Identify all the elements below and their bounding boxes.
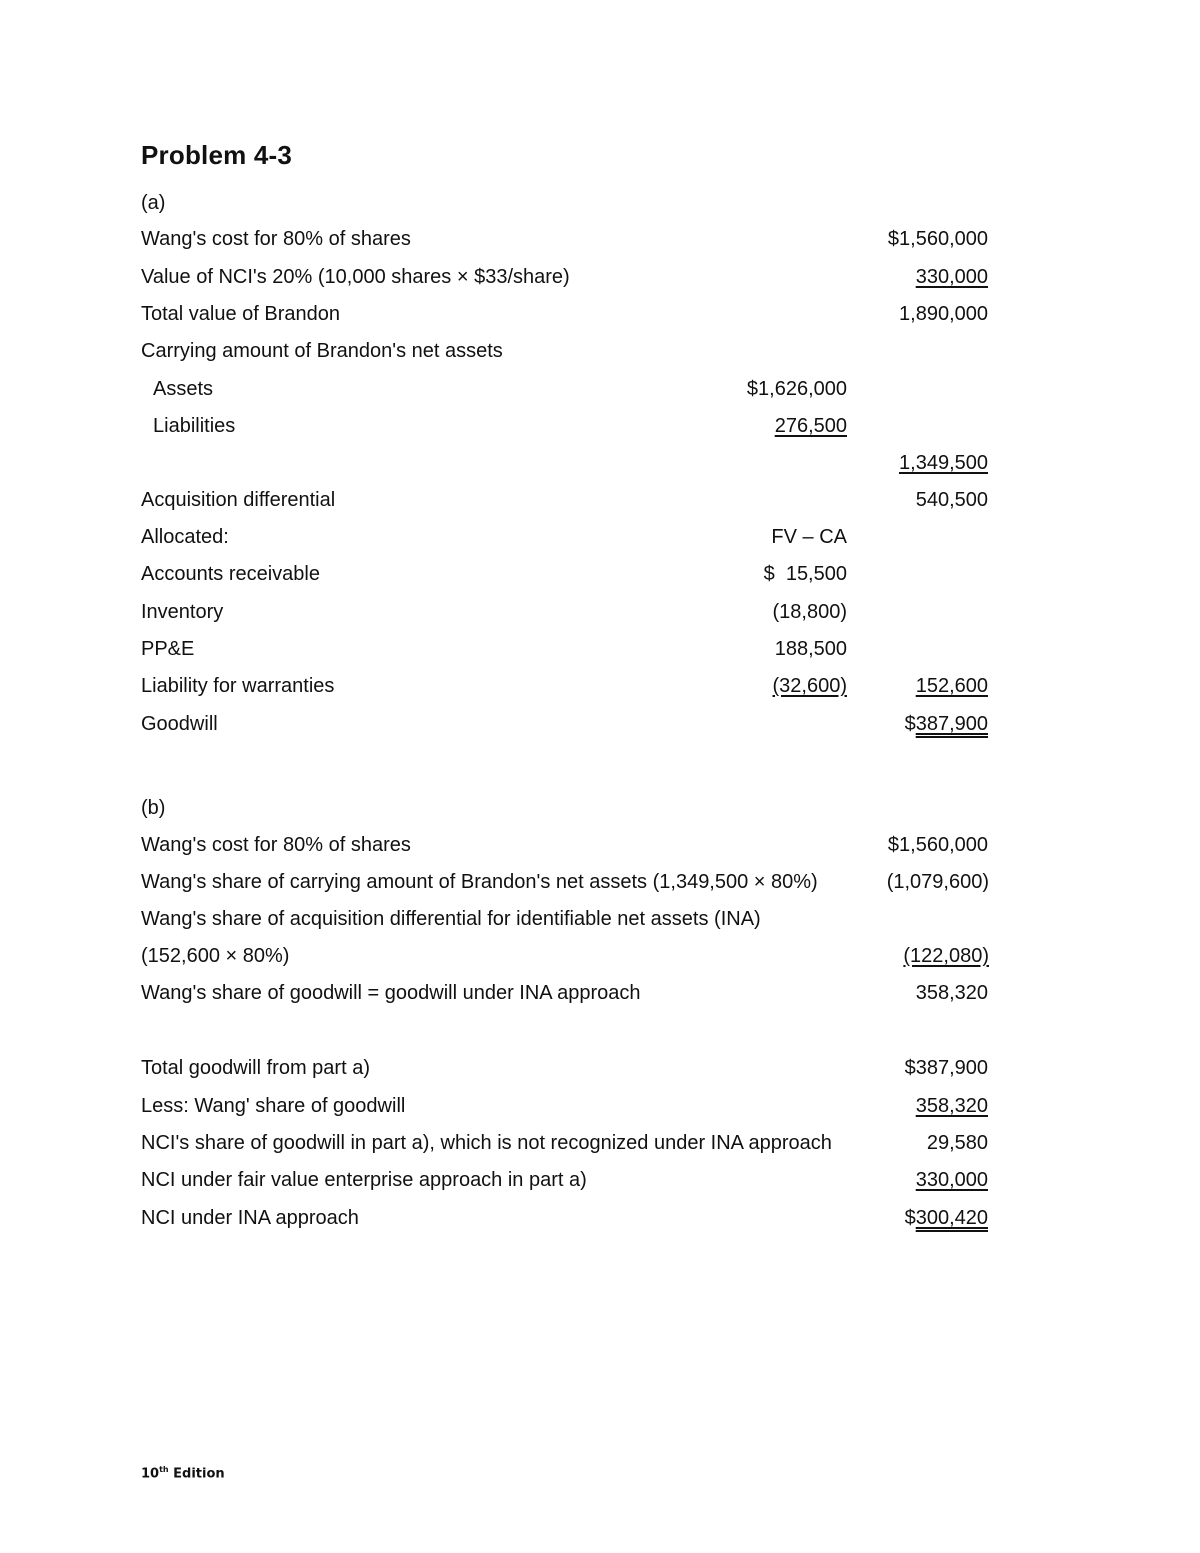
row-b-acq-calc xyxy=(141,941,1001,971)
alloc-total: 152,600 xyxy=(915,675,988,697)
part-b-heading xyxy=(141,793,1001,823)
row-carrying xyxy=(141,336,1001,366)
row-b-nci-fv xyxy=(141,1165,1001,1195)
row-ar xyxy=(141,559,1001,589)
row-b-nci-goodwill xyxy=(141,1128,1001,1158)
b-goodwill-share-label: Wang's share of goodwill = goodwill under INA approach xyxy=(141,982,641,1004)
part-b-label: (b) xyxy=(141,797,166,819)
row-liabilities xyxy=(141,411,1001,441)
carrying-label: Carrying amount of Brandon's net assets xyxy=(141,340,503,362)
row-net-assets xyxy=(141,448,1001,478)
allocated-label: Allocated: xyxy=(141,526,229,548)
b-carrying-share-label: Wang's share of carrying amount of Brandon's net assets (1,349,500 × 80%) xyxy=(141,871,818,893)
nci-label: Value of NCI's 20% (10,000 shares × $33/share) xyxy=(141,266,570,288)
row-ppe xyxy=(141,634,1001,664)
row-b-goodwill-share xyxy=(141,978,1001,1008)
row-warranties xyxy=(141,671,1001,701)
edition-suffix: th xyxy=(159,1465,169,1474)
row-acq xyxy=(141,485,1001,515)
row-b-acq-share xyxy=(141,904,1001,934)
total-label: Total value of Brandon xyxy=(141,303,341,325)
allocated-header: FV – CA xyxy=(771,526,847,548)
b-nci-fv-label: NCI under fair value enterprise approach in part a) xyxy=(141,1169,587,1191)
ar-label: Accounts receivable xyxy=(141,563,320,585)
b-goodwill-share-value: 358,320 xyxy=(915,982,988,1004)
part-a-label: (a) xyxy=(141,192,166,214)
row-b-total-goodwill xyxy=(141,1053,1001,1083)
b-less-value: 358,320 xyxy=(915,1095,988,1117)
cost-value: $1,560,000 xyxy=(887,228,988,250)
goodwill-dollar: $ xyxy=(904,713,916,735)
b-nci-ina-value: 300,420 xyxy=(915,1207,988,1229)
part-a-heading xyxy=(141,188,1001,218)
b-nci-goodwill-label: NCI's share of goodwill in part a), which is not recognized under INA approach xyxy=(141,1132,832,1154)
ppe-value: 188,500 xyxy=(774,638,847,660)
row-inventory xyxy=(141,597,1001,627)
row-b-cost xyxy=(141,830,1001,860)
cost-label: Wang's cost for 80% of shares xyxy=(141,228,411,250)
assets-label: Assets xyxy=(153,378,214,400)
goodwill-value: 387,900 xyxy=(915,713,988,735)
warr-value: (32,600) xyxy=(772,675,847,697)
inv-value: (18,800) xyxy=(772,601,847,623)
liabilities-value: 276,500 xyxy=(774,415,847,437)
edition-text: Edition xyxy=(168,1466,225,1482)
row-cost xyxy=(141,224,1001,254)
row-b-carrying-share xyxy=(141,867,1001,897)
ar-value: $ 15,500 xyxy=(763,563,847,585)
b-acq-share-label: Wang's share of acquisition differential for identifiable net assets (INA) xyxy=(141,908,761,930)
row-b-less xyxy=(141,1091,1001,1121)
nci-value: 330,000 xyxy=(915,266,988,288)
net-assets-value: 1,349,500 xyxy=(899,452,988,474)
b-total-goodwill-label: Total goodwill from part a) xyxy=(141,1057,370,1079)
b-nci-ina-amount xyxy=(905,1203,988,1233)
b-cost-label: Wang's cost for 80% of shares xyxy=(141,834,411,856)
b-nci-ina-label: NCI under INA approach xyxy=(141,1207,359,1229)
b-total-goodwill-value: $387,900 xyxy=(904,1057,988,1079)
row-b-nci-ina xyxy=(141,1203,1001,1233)
inv-label: Inventory xyxy=(141,601,224,623)
ppe-label: PP&E xyxy=(141,638,195,660)
assets-value: $1,626,000 xyxy=(746,378,847,400)
b-nci-fv-value: 330,000 xyxy=(915,1169,988,1191)
page-footer xyxy=(141,1465,225,1481)
row-assets xyxy=(141,374,1001,404)
row-nci xyxy=(141,262,1001,292)
liabilities-label: Liabilities xyxy=(153,415,236,437)
goodwill-label: Goodwill xyxy=(141,713,218,735)
b-less-label: Less: Wang' share of goodwill xyxy=(141,1095,406,1117)
page-title: Problem 4-3 xyxy=(141,140,293,170)
b-nci-ina-dollar: $ xyxy=(904,1207,916,1229)
acq-value: 540,500 xyxy=(915,489,988,511)
b-acq-share-value: (122,080) xyxy=(903,945,989,967)
row-total xyxy=(141,299,1001,329)
row-goodwill xyxy=(141,709,1001,739)
row-allocated xyxy=(141,522,1001,552)
edition-number: 10 xyxy=(141,1466,160,1482)
b-acq-share-calc: (152,600 × 80%) xyxy=(141,945,290,967)
b-nci-goodwill-value: 29,580 xyxy=(926,1132,988,1154)
b-cost-value: $1,560,000 xyxy=(887,834,988,856)
warr-label: Liability for warranties xyxy=(141,675,335,697)
goodwill-amount xyxy=(905,709,988,739)
acq-label: Acquisition differential xyxy=(141,489,336,511)
total-value: 1,890,000 xyxy=(899,303,988,325)
b-carrying-share-value: (1,079,600) xyxy=(886,871,989,893)
